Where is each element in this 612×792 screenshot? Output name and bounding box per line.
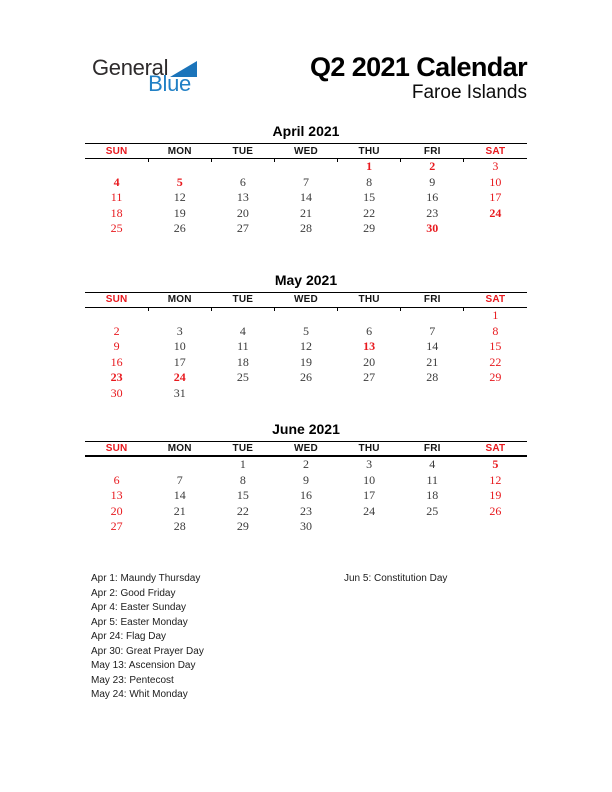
date-cell: 25 <box>110 221 123 236</box>
date-cell: 8 <box>492 323 499 338</box>
date-cell: 25 <box>426 503 439 518</box>
weekday-sun: SUN <box>85 144 148 159</box>
weekday-header-row <box>85 292 527 307</box>
weekday-mon: MON <box>148 292 211 307</box>
month-title-april: April 2021 <box>272 123 340 139</box>
page-title: Q2 2021 Calendar <box>309 52 527 82</box>
date-cell: 2 <box>302 457 309 472</box>
weekday-tue: TUE <box>211 441 274 456</box>
page-content <box>85 52 527 703</box>
weekday-header-row <box>85 144 527 159</box>
calendar-table-june <box>85 441 527 535</box>
date-cell: 30 <box>426 221 439 236</box>
date-cell: 26 <box>489 503 502 518</box>
empty-cell <box>148 307 211 323</box>
holiday-item: May 24: Whit Monday <box>91 689 188 700</box>
date-cell: 15 <box>363 190 376 205</box>
date-cell: 9 <box>113 339 120 354</box>
date-cell: 12 <box>489 472 502 487</box>
calendar-week-row <box>85 221 527 237</box>
calendar-table-may <box>85 292 527 402</box>
weekday-sat: SAT <box>464 441 527 456</box>
calendar-week-row <box>85 339 527 355</box>
date-cell: 27 <box>110 519 123 534</box>
calendar-table-april <box>85 143 527 237</box>
empty-cell <box>338 386 401 402</box>
date-cell: 26 <box>299 370 312 385</box>
holiday-item: Apr 1: Maundy Thursday <box>91 573 201 584</box>
general-blue-logo <box>92 57 191 95</box>
date-cell: 23 <box>110 370 123 385</box>
calendar-week-row <box>85 473 527 489</box>
calendar-week-row <box>85 504 527 520</box>
month-title-june: June 2021 <box>272 420 340 437</box>
holiday-item: Apr 30: Great Prayer Day <box>91 645 204 657</box>
date-cell: 11 <box>110 190 123 205</box>
date-cell: 17 <box>489 190 502 205</box>
date-cell: 27 <box>236 221 249 236</box>
empty-cell <box>338 307 401 323</box>
date-cell: 20 <box>236 205 249 220</box>
empty-cell <box>464 519 527 535</box>
date-cell: 5 <box>176 174 183 189</box>
empty-cell <box>464 221 527 237</box>
calendar-week-row <box>85 206 527 222</box>
weekday-fri: FRI <box>401 144 464 159</box>
date-cell: 31 <box>173 385 186 400</box>
date-cell: 5 <box>492 457 499 472</box>
title-block <box>310 53 527 104</box>
empty-cell <box>85 456 148 473</box>
date-grid-april <box>85 159 527 237</box>
calendar-week-row <box>85 488 527 504</box>
empty-cell <box>211 386 274 402</box>
date-cell: 12 <box>173 190 186 205</box>
date-cell: 27 <box>363 370 376 385</box>
weekday-sun: SUN <box>85 441 148 456</box>
date-cell: 7 <box>429 323 436 338</box>
date-cell: 29 <box>489 370 502 385</box>
date-grid-june <box>85 456 527 535</box>
empty-cell <box>274 159 337 175</box>
date-cell: 14 <box>173 488 186 503</box>
weekday-sat: SAT <box>464 144 527 159</box>
logo-text-general: General <box>92 55 169 80</box>
empty-cell <box>85 307 148 323</box>
date-cell: 10 <box>489 174 502 189</box>
holiday-item: Jun 5: Constitution Day <box>344 573 448 584</box>
date-cell: 4 <box>113 174 120 189</box>
holiday-item: May 23: Pentecost <box>91 674 174 686</box>
holiday-list-right-column <box>344 572 527 703</box>
calendar-week-row <box>85 175 527 191</box>
date-cell: 22 <box>363 205 376 220</box>
weekday-mon: MON <box>148 144 211 159</box>
weekday-thu: THU <box>338 441 401 456</box>
holiday-item: Apr 4: Easter Sunday <box>91 602 187 613</box>
date-cell: 21 <box>299 205 312 220</box>
date-cell: 2 <box>429 159 436 173</box>
empty-cell <box>211 159 274 175</box>
date-cell: 9 <box>429 174 436 189</box>
holiday-list-left-column <box>91 572 344 703</box>
date-cell: 12 <box>299 339 312 354</box>
date-cell: 28 <box>299 221 312 236</box>
date-cell: 24 <box>363 503 376 518</box>
date-cell: 23 <box>299 503 312 518</box>
date-cell: 20 <box>363 354 376 369</box>
date-cell: 11 <box>237 339 249 354</box>
date-cell: 8 <box>366 174 373 189</box>
month-section-april <box>85 124 527 237</box>
empty-cell <box>274 307 337 323</box>
weekday-thu: THU <box>338 144 401 159</box>
weekday-fri: FRI <box>401 441 464 456</box>
date-cell: 10 <box>173 339 186 354</box>
date-cell: 20 <box>110 503 123 518</box>
logo-text-blue: Blue <box>148 71 191 96</box>
date-cell: 3 <box>366 457 373 472</box>
weekday-tue: TUE <box>211 144 274 159</box>
date-cell: 10 <box>363 472 376 487</box>
date-cell: 1 <box>239 457 246 472</box>
holiday-item: Apr 24: Flag Day <box>91 631 167 642</box>
weekday-wed: WED <box>274 144 337 159</box>
empty-cell <box>148 159 211 175</box>
weekday-sat: SAT <box>464 292 527 307</box>
date-cell: 1 <box>366 159 373 173</box>
calendar-week-row <box>85 386 527 402</box>
date-cell: 19 <box>489 488 502 503</box>
month-section-may <box>85 273 527 402</box>
holiday-list <box>85 572 527 703</box>
date-cell: 21 <box>173 503 186 518</box>
weekday-header-row <box>85 441 527 456</box>
empty-cell <box>211 307 274 323</box>
date-cell: 18 <box>426 488 439 503</box>
date-cell: 2 <box>113 323 120 338</box>
date-cell: 8 <box>239 472 246 487</box>
date-cell: 17 <box>363 488 376 503</box>
weekday-thu: THU <box>338 292 401 307</box>
date-cell: 24 <box>489 205 502 220</box>
date-cell: 19 <box>299 354 312 369</box>
date-cell: 16 <box>426 190 439 205</box>
month-title-may: May 2021 <box>274 271 338 288</box>
calendar-week-row <box>85 190 527 206</box>
empty-cell <box>85 159 148 175</box>
date-cell: 5 <box>302 323 309 338</box>
empty-cell <box>274 386 337 402</box>
date-cell: 24 <box>173 370 186 385</box>
page-subtitle: Faroe Islands <box>411 82 527 103</box>
empty-cell <box>401 519 464 535</box>
empty-cell <box>401 307 464 323</box>
holiday-item: Apr 2: Good Friday <box>91 587 176 599</box>
date-cell: 22 <box>489 354 502 369</box>
date-cell: 21 <box>426 354 439 369</box>
date-cell: 22 <box>236 503 249 518</box>
date-cell: 13 <box>110 488 123 503</box>
date-cell: 6 <box>113 472 120 487</box>
date-cell: 19 <box>173 205 186 220</box>
month-section-june <box>85 422 527 535</box>
empty-cell <box>401 386 464 402</box>
calendar-week-row <box>85 324 527 340</box>
date-cell: 3 <box>176 323 183 338</box>
date-cell: 23 <box>426 205 439 220</box>
date-cell: 1 <box>492 307 499 322</box>
date-cell: 26 <box>173 221 186 236</box>
date-cell: 30 <box>299 519 312 534</box>
date-cell: 29 <box>236 519 249 534</box>
weekday-tue: TUE <box>211 292 274 307</box>
weekday-fri: FRI <box>401 292 464 307</box>
date-cell: 28 <box>426 370 439 385</box>
calendar-week-row <box>85 355 527 371</box>
holiday-item: May 13: Ascension Day <box>91 660 196 671</box>
date-cell: 15 <box>489 339 502 354</box>
date-cell: 4 <box>239 323 246 338</box>
date-cell: 18 <box>236 354 249 369</box>
holiday-item: Apr 5: Easter Monday <box>91 616 188 628</box>
weekday-sun: SUN <box>85 292 148 307</box>
date-cell: 3 <box>492 159 499 173</box>
date-cell: 11 <box>426 472 439 487</box>
date-cell: 4 <box>429 457 436 472</box>
date-cell: 28 <box>173 519 186 534</box>
calendar-week-row <box>85 159 527 175</box>
date-cell: 16 <box>299 488 312 503</box>
date-cell: 9 <box>302 472 309 487</box>
date-cell: 18 <box>110 205 123 220</box>
page-header <box>85 52 527 103</box>
date-cell: 25 <box>236 370 249 385</box>
calendar-week-row <box>85 519 527 535</box>
date-cell: 17 <box>173 354 186 369</box>
empty-cell <box>464 386 527 402</box>
empty-cell <box>338 519 401 535</box>
date-cell: 14 <box>426 339 439 354</box>
date-cell: 15 <box>236 488 249 503</box>
date-cell: 30 <box>110 385 123 400</box>
weekday-mon: MON <box>148 441 211 456</box>
date-grid-may <box>85 307 527 401</box>
date-cell: 16 <box>110 354 123 369</box>
empty-cell <box>148 456 211 473</box>
date-cell: 6 <box>239 174 246 189</box>
date-cell: 29 <box>363 221 376 236</box>
date-cell: 13 <box>363 339 376 354</box>
calendar-week-row <box>85 456 527 473</box>
date-cell: 6 <box>366 323 373 338</box>
weekday-wed: WED <box>274 441 337 456</box>
calendar-week-row <box>85 307 527 323</box>
date-cell: 14 <box>299 190 312 205</box>
date-cell: 13 <box>236 190 249 205</box>
date-cell: 7 <box>302 174 309 189</box>
weekday-wed: WED <box>274 292 337 307</box>
date-cell: 7 <box>176 472 183 487</box>
calendar-week-row <box>85 370 527 386</box>
